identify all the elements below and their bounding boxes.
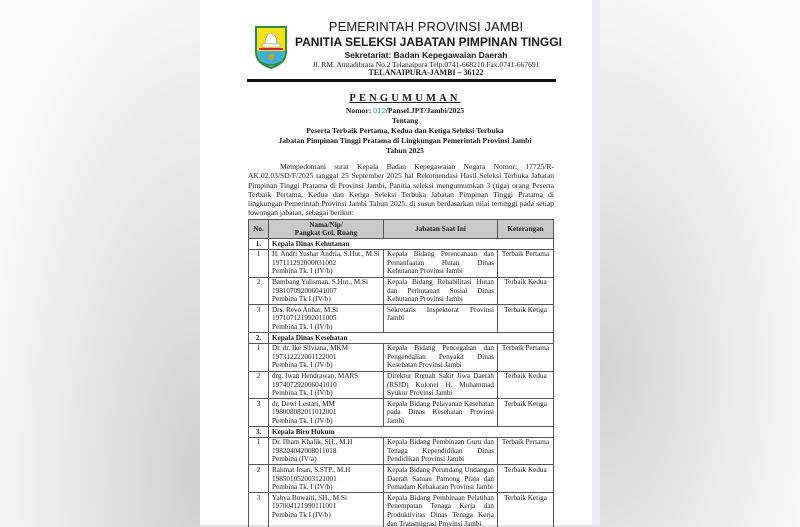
paragraph-text: Mempedomani surat Kepala Badan Kepegawaian Negara Nomor: 17725/R-AK.02.03/SD/F/2025 tanggal 25 September 2025 hal Rekomendasi Hasil Seleksi Terbuka Jabatan Pimpinan Tinggi Pratama di Provinsi Jambi, Panitia seleksi mengumumkan 3 (tiga) orang Peserta Terbaik Pertama, Kedua dan Ketiga Seleksi Terbuka Jabatan Pimpinan Tinggi Pratama di lingkungan Pemerintah Provinsi Jambi Tahun 2025, di susun berdasarkan nilai tertinggi pada setiap lowongan jabatan, sebagai berikut: [248, 162, 554, 218]
jambi-emblem-icon [252, 24, 290, 70]
announcement-subject-2: Jabatan Pimpinan Tinggi Pratama di Lingkungan Pemerintah Provinsi Jambi [278, 136, 532, 145]
candidate-info [269, 343, 384, 371]
row-number: 3 [249, 399, 269, 427]
header-nama: Nama/Nip/ Pangkat Gol. Ruang [269, 220, 384, 239]
letterhead-secretariat: Sekretariat: Badan Kepegawaian Daerah [344, 50, 508, 60]
ranking-note: Terbaik Kedua [498, 465, 554, 493]
candidate-nip: 197004121990111001 [272, 502, 337, 511]
table-row [249, 399, 554, 427]
candidate-name: Dr. Ilham Khalik, SH., M.H [272, 438, 353, 447]
candidate-info [269, 493, 384, 527]
candidate-name: Dr. dr. Ike Silviana, MKM [272, 344, 349, 353]
row-number: 1 [249, 343, 269, 371]
background-right [600, 0, 800, 527]
current-position: Kepala Bidang Rehabilitasi Hutan dan Perhutanan Sosial Dinas Kehutanan Provinsi Jambi [384, 277, 498, 305]
group-title: Kepala Dinas Kesehatan [269, 333, 554, 344]
candidate-name: Yahya Buwaiti, SH., M.Si [272, 493, 347, 502]
row-number: 1 [249, 437, 269, 465]
ranking-note: Terbaik Ketiga [498, 493, 554, 527]
candidate-nip: 198008082011012001 [272, 408, 337, 417]
current-position: Kepala Bidang Pelayanan Kesehatan pada Dinas Kesehatan Provinsi Jambi [384, 399, 498, 427]
candidate-nip: 198204042008011018 [272, 446, 337, 455]
candidate-nip: 198107092006041007 [272, 286, 337, 295]
row-number: 3 [249, 493, 269, 527]
letterhead-city: TELANAIPURA-JAMBI – 36122 [368, 68, 484, 77]
ranking-note: Terbaik Ketiga [498, 399, 554, 427]
announcement-paragraph [248, 162, 554, 218]
table-row [249, 493, 554, 527]
ranking-note: Terbaik Ketiga [498, 305, 554, 333]
group-title: Kepala Dinas Kehutanan [269, 239, 554, 250]
letterhead-government: PEMERINTAH PROVINSI JAMBI [328, 19, 524, 34]
current-position: Kepala Bidang Perencanaan dan Pemanfaatan Hutan Dinas Kehutanan Provinsi Jambi [384, 249, 498, 277]
row-number: 2 [249, 277, 269, 305]
table-group-row [249, 333, 554, 344]
table-group-row [249, 239, 554, 250]
row-number: 2 [249, 465, 269, 493]
table-row [249, 277, 554, 305]
candidate-nip: 197107121992011005 [272, 314, 337, 323]
candidate-nip: 197312222001122001 [272, 352, 337, 361]
candidates-table [248, 219, 554, 527]
announcement-number [240, 106, 570, 115]
candidate-info [269, 399, 384, 427]
background-left [0, 0, 200, 527]
ranking-note: Terbaik Kedua [498, 277, 554, 305]
candidate-nip: 197111292000031002 [272, 258, 337, 267]
nomor-number: 012 [373, 106, 386, 115]
candidate-nip: 197407292006041010 [272, 380, 337, 389]
candidate-rank: Pembina Tk. I (IV/b) [272, 416, 333, 425]
current-position: Direktur Rumah Sakit Jiwa Daerah (RSJD) Kolonel H. Muhammad Syukur Provinsi Jambi [384, 371, 498, 399]
candidate-name: Drs. Revo Anhar, M.Si [272, 305, 338, 314]
nomor-suffix: /Pansel.JPT/Jambi/2025 [385, 106, 465, 115]
header-no: No. [249, 220, 269, 239]
header-keterangan: Keterangan [498, 220, 554, 239]
ranking-note: Terbaik Pertama [498, 343, 554, 371]
candidate-info [269, 465, 384, 493]
nomor-prefix: Nomor: [345, 106, 374, 115]
row-number: 3 [249, 305, 269, 333]
candidate-info [269, 277, 384, 305]
table-row [249, 437, 554, 465]
table-header-row [249, 220, 554, 239]
current-position: Kepala Bidang Perundang Undangan Daerah Satuan Pamong Praja dan Pemadam Kebakaran Provinsi Jambi [384, 465, 498, 493]
row-number: 2 [249, 371, 269, 399]
candidate-name: Rahmat Irsan, S.STP., M.H [272, 465, 351, 474]
candidate-rank: Pembina Tk. I (IV/b) [272, 483, 333, 492]
current-position: Kepala Bidang Pembinaan Guru dan Tenaga Kependidikan Dinas Pendidikan Provinsi Jambi [384, 437, 498, 465]
candidate-name: Bambang Yulisman, S.Hut., M.Si [272, 278, 368, 287]
group-number: 2. [249, 333, 269, 344]
candidate-rank: Pembina Tk I (IV/b) [272, 295, 331, 304]
candidate-info [269, 249, 384, 277]
announcement-title: PENGUMUMAN [349, 93, 461, 104]
candidate-rank: Pembina Tk. I (IV/b) [272, 323, 333, 332]
table-row [249, 465, 554, 493]
table-row [249, 343, 554, 371]
ranking-note: Terbaik Pertama [498, 249, 554, 277]
letterhead-address: Jl. RM. Atmadibrata No.2 Telanaipura Telp.0741-668210 Fax.0741-667691 [312, 60, 540, 69]
candidate-info [269, 371, 384, 399]
current-position: Kepala Bidang Pembinaan Pelatihan Penempatan Tenaga Kerja dan Produktivitas Dinas Tenaga Kerja dan Transmigrasi Provinsi Jambi [384, 493, 498, 527]
ranking-note: Terbaik Pertama [498, 437, 554, 465]
candidate-rank: Pembina Tk. I (IV/b) [272, 267, 333, 276]
letterhead-divider [247, 79, 556, 82]
current-position: Kepala Bidang Pencegahan dan Pengendalian Penyakit Dinas Kesehatan Provinsi Jambi [384, 343, 498, 371]
page-edge [592, 0, 600, 525]
ranking-note: Terbaik Kedua [498, 371, 554, 399]
table-row [249, 371, 554, 399]
candidate-rank: Pembina (IV/a) [272, 455, 317, 464]
candidate-rank: Pembina Tk. I (IV/b) [272, 361, 333, 370]
announcement-subject-3: Tahun 2025 [386, 146, 424, 155]
candidate-nip: 198501052003121001 [272, 474, 337, 483]
group-number: 1. [249, 239, 269, 250]
header-jabatan: Jabatan Saat Ini [384, 220, 498, 239]
letterhead-committee: PANITIA SELEKSI JABATAN PIMPINAN TINGGI [295, 35, 562, 49]
candidate-info [269, 437, 384, 465]
candidate-rank: Pembina Tk I (IV/b) [272, 510, 331, 519]
table-row [249, 249, 554, 277]
table-group-row [249, 427, 554, 438]
candidate-rank: Pembina Tk. I (IV/b) [272, 389, 333, 398]
announcement-tentang: Tentang [391, 116, 419, 125]
table-row [249, 305, 554, 333]
announcement-subject-1: Peserta Terbaik Pertama, Kedua dan Ketiga Seleksi Terbuka [306, 126, 504, 135]
group-title: Kepala Biro Hukum [269, 427, 554, 438]
candidate-name: drg. Iwan Hendrawan, MARS [272, 372, 359, 380]
current-position: Sekretaris Inspektorat Provinsi Jambi [384, 305, 498, 333]
candidate-name: dr. Dewi Lestari, MM [272, 399, 335, 408]
row-number: 1 [249, 249, 269, 277]
group-number: 3. [249, 427, 269, 438]
candidate-info [269, 305, 384, 333]
candidate-name: H. Andri Yushar Andria, S.Hut., M.Si [272, 250, 380, 259]
